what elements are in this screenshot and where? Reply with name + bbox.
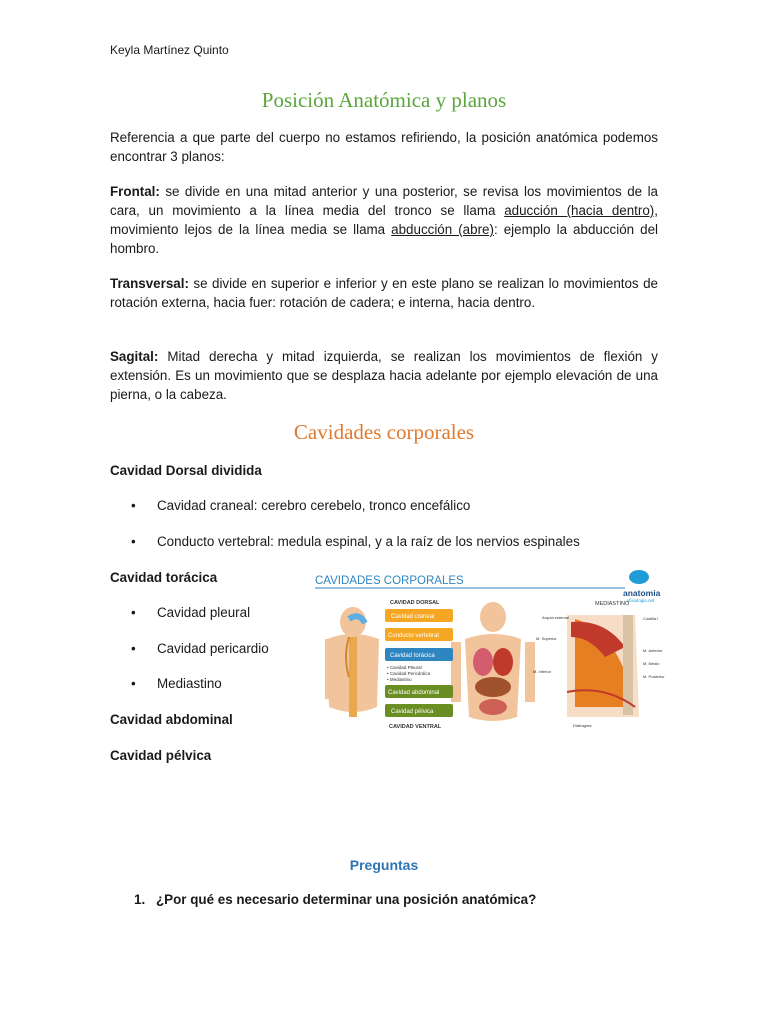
frontal-paragraph <box>110 182 658 258</box>
right-label: M. Posterior <box>643 674 665 679</box>
transversal-text: se divide en superior e inferior y en este plano se realizan lo movimientos de rotación externa, hacia fuer: rotación de cadera; e interna, hacia dentro. <box>110 276 658 310</box>
side-label: M. Inferior <box>533 669 552 674</box>
sub-item: • Mediastino <box>387 677 412 682</box>
box-label: Cavidad torácica <box>390 653 435 659</box>
box-label: Cavidad pélvica <box>391 709 434 715</box>
sagital-paragraph <box>110 347 658 404</box>
box-label: Conducto vertebral <box>388 633 439 639</box>
transversal-label: Transversal: <box>110 276 189 291</box>
intro-paragraph: Referencia a que parte del cuerpo no estamos refiriendo, la posición anatómica podemos encontrar 3 planos: <box>110 130 658 164</box>
bullet-icon: • <box>131 605 136 620</box>
side-label: Diafragma <box>573 723 592 728</box>
section-title-cavidades: Cavidades corporales <box>293 420 475 444</box>
list-item-text: Conducto vertebral: medula espinal, y a la raíz de los nervios espinales <box>157 534 580 549</box>
box-label: Cavidad craneal <box>391 614 435 620</box>
right-label: M. Medio <box>643 661 660 666</box>
mediastino-illustration <box>567 615 639 717</box>
mediastino-title: MEDIASTINO <box>595 601 630 607</box>
abdominal-heading: Cavidad abdominal <box>110 712 233 727</box>
dorsal-heading: Cavidad Dorsal dividida <box>110 463 262 478</box>
frontal-label: Frontal: <box>110 184 160 199</box>
sagital-text: Mitad derecha y mitad izquierda, se realizan los movimientos de flexión y extensión. Es un movimiento que se desplaza hacia adelante por ejemplo elevación de una pierna, o la cabeza. <box>110 349 658 402</box>
sub-item: • Cavidad Pleural <box>387 665 422 670</box>
transversal-paragraph <box>110 274 658 312</box>
sub-item: • Cavidad Pericárdica <box>387 671 431 676</box>
list-item <box>131 676 222 691</box>
brand-name: anatomia <box>623 588 661 598</box>
list-item-text: Mediastino <box>157 676 222 691</box>
question-number: 1. <box>134 892 146 907</box>
cavidades-corporales-figure <box>305 567 668 735</box>
dorsal-label: CAVIDAD DORSAL <box>390 600 440 606</box>
bullet-icon: • <box>131 676 136 691</box>
list-item-text: Cavidad craneal: cerebro cerebelo, tronco encefálico <box>157 498 471 513</box>
right-label: Costilla I <box>643 616 659 621</box>
list-item-text: Cavidad pleural <box>157 605 251 620</box>
bullet-icon: • <box>131 498 136 513</box>
bullet-icon: • <box>131 534 136 549</box>
list-item <box>131 498 470 513</box>
list-item <box>131 605 250 620</box>
toracica-heading: Cavidad torácica <box>110 570 218 585</box>
ventral-label: CAVIDAD VENTRAL <box>389 724 442 730</box>
list-item-text: Cavidad pericardio <box>157 641 269 656</box>
brand-sub: yfisiologia.net <box>627 598 655 603</box>
section-title-posicion: Posición Anatómica y planos <box>261 88 507 112</box>
abduccion-term: abducción (abre) <box>391 222 494 237</box>
question-item <box>134 892 536 907</box>
side-label: Arquia esternal <box>542 615 569 620</box>
sagital-label: Sagital: <box>110 349 159 364</box>
brand-logo-icon <box>629 570 649 584</box>
frontal-text-c: : ejemplo la abducción del hombro. <box>110 222 658 256</box>
question-text: ¿Por qué es necesario determinar una posición anatómica? <box>156 892 537 907</box>
bullet-icon: • <box>131 641 136 656</box>
author-name: Keyla Martínez Quinto <box>110 43 229 57</box>
box-label: Cavidad abdominal <box>388 690 440 696</box>
frontal-text-b: , movimiento lejos de la línea media se llama <box>110 203 658 237</box>
aduccion-term: aducción (hacia dentro) <box>504 203 655 218</box>
figure-title: CAVIDADES CORPORALES <box>315 575 464 587</box>
list-item <box>131 641 269 656</box>
preguntas-heading: Preguntas <box>349 857 419 873</box>
right-label: M. Anterior <box>643 648 663 653</box>
side-label: M. Superior <box>536 636 557 641</box>
frontal-text-a: se divide en una mitad anterior y una posterior, se revisa los movimientos de la cara, un movimiento a la línea media del tronco se llama <box>110 184 658 218</box>
pelvica-heading: Cavidad pélvica <box>110 748 212 763</box>
list-item <box>131 534 580 549</box>
